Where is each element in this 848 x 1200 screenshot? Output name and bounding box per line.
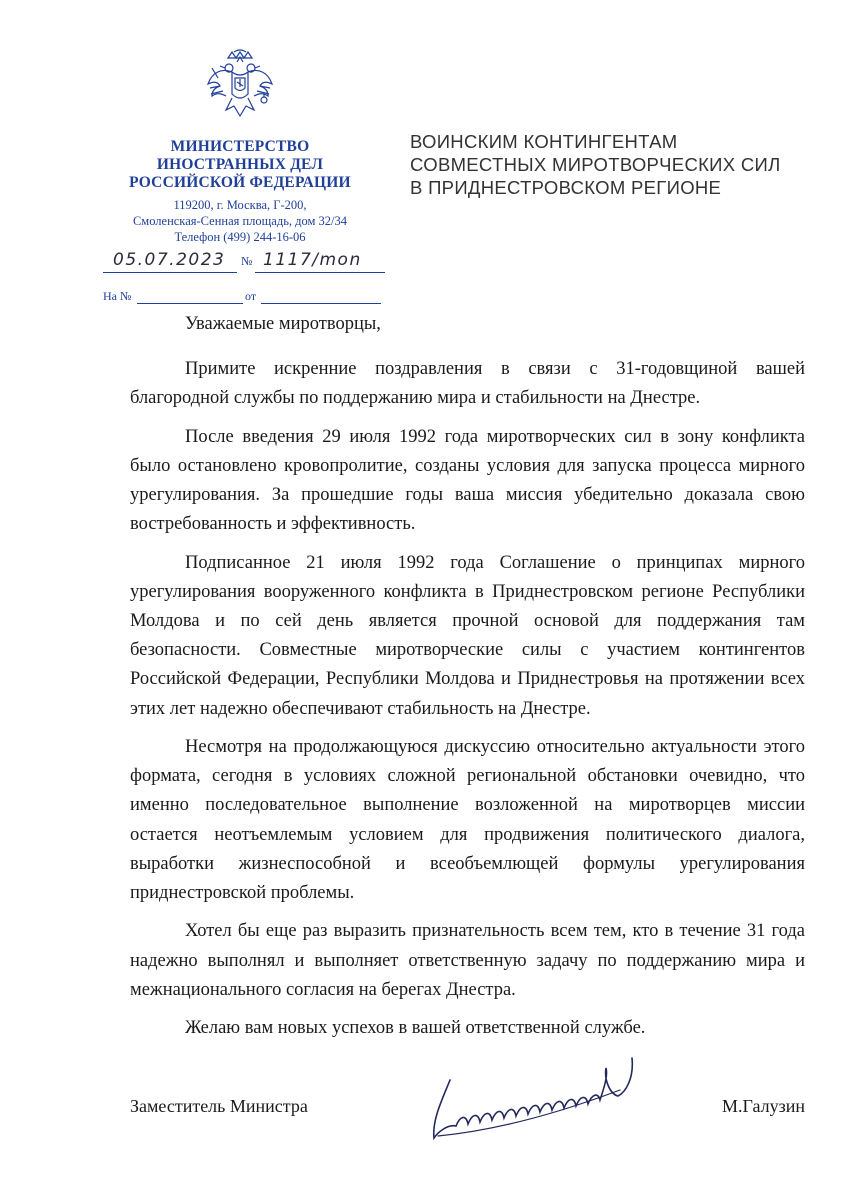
number-sign: № xyxy=(241,254,253,268)
address-line: Смоленская-Сенная площадь, дом 32/34 xyxy=(132,214,348,228)
reference-line xyxy=(103,289,383,307)
body-paragraph: Подписанное 21 июля 1992 года Соглашение о принципах мирного урегулирования вооруженного конфликта в Приднестровском регионе Республики Молдова и по сей день является прочной основой для поддержания там безопасности. Совместные миротворческие силы с участием контингентов Российской Федерации, Республики Молдова и Приднестровья на протяжении всех этих лет надежно обеспечивают стабильность на Днестре. xyxy=(130,552,805,719)
ministry-name xyxy=(100,138,380,192)
ref-number-underline xyxy=(137,303,243,304)
greeting: Уважаемые миротворцы, xyxy=(185,314,381,334)
signatory-name: М.Галузин xyxy=(722,1096,805,1116)
registration-number: 1117/mon xyxy=(263,250,362,270)
handwritten-signature-icon xyxy=(420,1040,660,1150)
ref-from: от xyxy=(245,289,257,303)
ministry-name-line: МИНИСТЕРСТВО xyxy=(170,138,310,155)
body-paragraph: Желаю вам новых успехов в вашей ответственной службе. xyxy=(185,1018,646,1039)
registration-line xyxy=(103,250,385,276)
signatory-position: Заместитель Министра xyxy=(130,1096,308,1116)
registration-date: 05.07.2023 xyxy=(113,250,226,270)
body-paragraph: Несмотря на продолжающуюся дискуссию относительно актуальности этого формата, сегодня в условиях сложной региональной обстановки очевидно, что именно последовательное выполнение возложенной на миротворцев миссии остается неотъемлемым условием для продвижения политического диалога, выработки жизнеспособной и всеобъемлющей формулы урегулирования приднестровской проблемы. xyxy=(130,737,805,904)
ministry-name-line: РОССИЙСКОЙ ФЕДЕРАЦИИ xyxy=(129,174,351,191)
ref-date-underline xyxy=(261,303,381,304)
address-line: Телефон (499) 244-16-06 xyxy=(174,230,306,244)
addressee-line: В ПРИДНЕСТРОВСКОМ РЕГИОНЕ xyxy=(410,177,722,198)
body-paragraph: Хотел бы еще раз выразить признательность всем тем, кто в течение 31 года надежно выполнял и выполняет ответственную задачу по поддержанию мира и межнационального согласия на берегах Днестра. xyxy=(130,921,805,1000)
ministry-name-line: ИНОСТРАННЫХ ДЕЛ xyxy=(156,156,324,173)
signature-block xyxy=(130,1096,805,1126)
ref-prefix: На № xyxy=(103,289,132,303)
body-paragraph: После введения 29 июля 1992 года миротворческих сил в зону конфликта было остановлено кровопролитие, созданы условия для запуска процесса мирного урегулирования. За прошедшие годы ваша миссия убедительно доказала свою востребованность и эффективность. xyxy=(130,426,805,535)
address-line: 119200, г. Москва, Г-200, xyxy=(173,198,307,212)
date-underline xyxy=(103,272,237,273)
body-paragraph: Примите искренние поздравления в связи с 31-годовщиной вашей благородной службы по поддержанию мира и стабильности на Днестре. xyxy=(130,359,805,409)
ministry-address xyxy=(100,197,380,245)
letter-body xyxy=(130,355,805,1053)
addressee-line: ВОИНСКИМ КОНТИНГЕНТАМ xyxy=(410,131,678,152)
number-underline xyxy=(255,272,385,273)
addressee xyxy=(410,130,830,199)
addressee-line: СОВМЕСТНЫХ МИРОТВОРЧЕСКИХ СИЛ xyxy=(410,154,781,175)
russian-coat-of-arms-icon xyxy=(204,48,276,122)
